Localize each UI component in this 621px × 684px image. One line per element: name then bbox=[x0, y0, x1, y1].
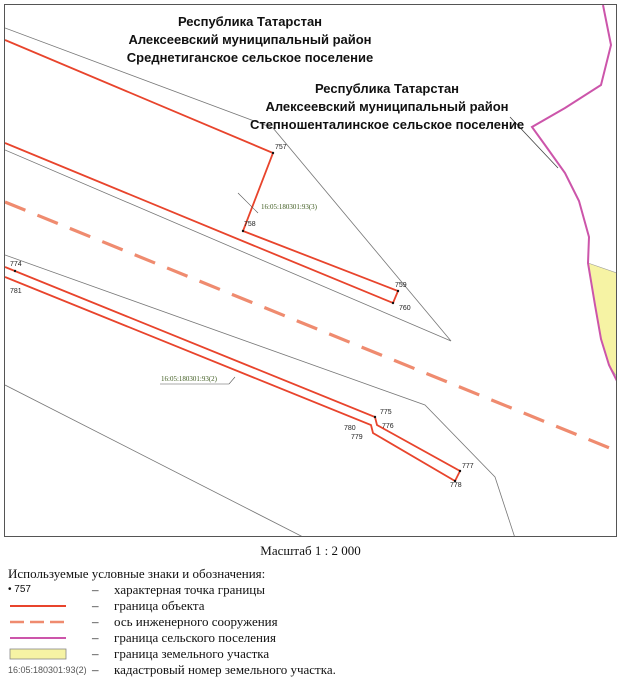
point-758-label: 758 bbox=[244, 221, 256, 228]
point-757-label: 757 bbox=[275, 144, 287, 151]
legend-land-plot-text: граница земельного участка bbox=[114, 646, 270, 661]
point-777-marker bbox=[459, 470, 461, 472]
point-780-label: 780 bbox=[344, 425, 356, 432]
land-plot-area bbox=[588, 263, 617, 377]
cadastral-1-leader bbox=[238, 193, 258, 213]
object-boundary-lower bbox=[5, 267, 460, 481]
legend-item-object-boundary bbox=[6, 598, 606, 614]
region-1-line-3: Среднетиганское сельское поселение bbox=[126, 50, 374, 65]
region-2-line-1: Республика Татарстан bbox=[314, 81, 460, 96]
point-759-label: 759 bbox=[395, 282, 407, 289]
point-774-marker bbox=[14, 270, 16, 272]
cadastral-label-2: 16:05:180301:93(2) bbox=[161, 375, 217, 383]
region-2-line-2: Алексеевский муниципальный район bbox=[265, 99, 509, 114]
map-frame bbox=[4, 4, 617, 537]
point-775-marker bbox=[374, 416, 376, 418]
legend-cadastral-text: кадастровый номер земельного участка. bbox=[114, 662, 336, 677]
cadastral-2-leader-tick bbox=[229, 377, 235, 384]
legend-point-symbol: • 757 bbox=[8, 584, 31, 595]
legend-dash: – bbox=[92, 598, 99, 613]
legend-item-point bbox=[6, 582, 606, 598]
legend-engineering-axis-text: ось инженерного сооружения bbox=[114, 614, 278, 629]
legend-item-cadastral bbox=[6, 662, 606, 678]
legend-item-settlement-boundary bbox=[6, 630, 606, 646]
point-757-marker bbox=[272, 152, 274, 154]
point-774-label: 774 bbox=[10, 261, 22, 268]
legend-object-boundary-text: граница объекта bbox=[114, 598, 205, 613]
legend-dash: – bbox=[92, 662, 99, 677]
point-779-label: 779 bbox=[351, 434, 363, 441]
legend-item-engineering-axis bbox=[6, 614, 606, 630]
land-plot-boundary-lower-2 bbox=[5, 385, 305, 537]
cadastral-label-1: 16:05:180301:93(3) bbox=[261, 203, 317, 211]
legend-title: Используемые условные знаки и обозначения: bbox=[8, 566, 266, 581]
legend-object-boundary-symbol bbox=[8, 598, 88, 614]
point-760-marker bbox=[392, 302, 394, 304]
legend-land-plot-symbol bbox=[8, 646, 88, 662]
legend-settlement-boundary-symbol bbox=[8, 630, 88, 646]
point-777-label: 777 bbox=[462, 463, 474, 470]
legend-dash: – bbox=[92, 630, 99, 645]
region-1-line-2: Алексеевский муниципальный район bbox=[128, 32, 372, 47]
point-781-label: 781 bbox=[10, 288, 22, 295]
engineering-axis-line bbox=[5, 202, 617, 451]
legend-dash: – bbox=[92, 582, 99, 597]
point-759-marker bbox=[397, 290, 399, 292]
legend-settlement-boundary-text: граница сельского поселения bbox=[114, 630, 276, 645]
legend-cadastral-symbol: 16:05:180301:93(2) bbox=[8, 665, 87, 675]
legend-dash: – bbox=[92, 646, 99, 661]
point-758-marker bbox=[242, 230, 244, 232]
region-2-label bbox=[237, 80, 537, 134]
point-760-label: 760 bbox=[399, 305, 411, 312]
region-2-line-3: Степношенталинское сельское поселение bbox=[249, 117, 525, 132]
point-778-label: 778 bbox=[450, 482, 462, 489]
region-1-line-1: Республика Татарстан bbox=[177, 14, 323, 29]
legend-item-land-plot bbox=[6, 646, 606, 662]
legend-point-text: характерная точка границы bbox=[114, 582, 265, 597]
legend-engineering-axis-symbol bbox=[8, 614, 88, 630]
region-1-label bbox=[100, 13, 400, 67]
legend-dash: – bbox=[92, 614, 99, 629]
point-775-label: 775 bbox=[380, 409, 392, 416]
point-776-label: 776 bbox=[382, 423, 394, 430]
map-scale: Масштаб 1 : 2 000 bbox=[260, 543, 361, 558]
